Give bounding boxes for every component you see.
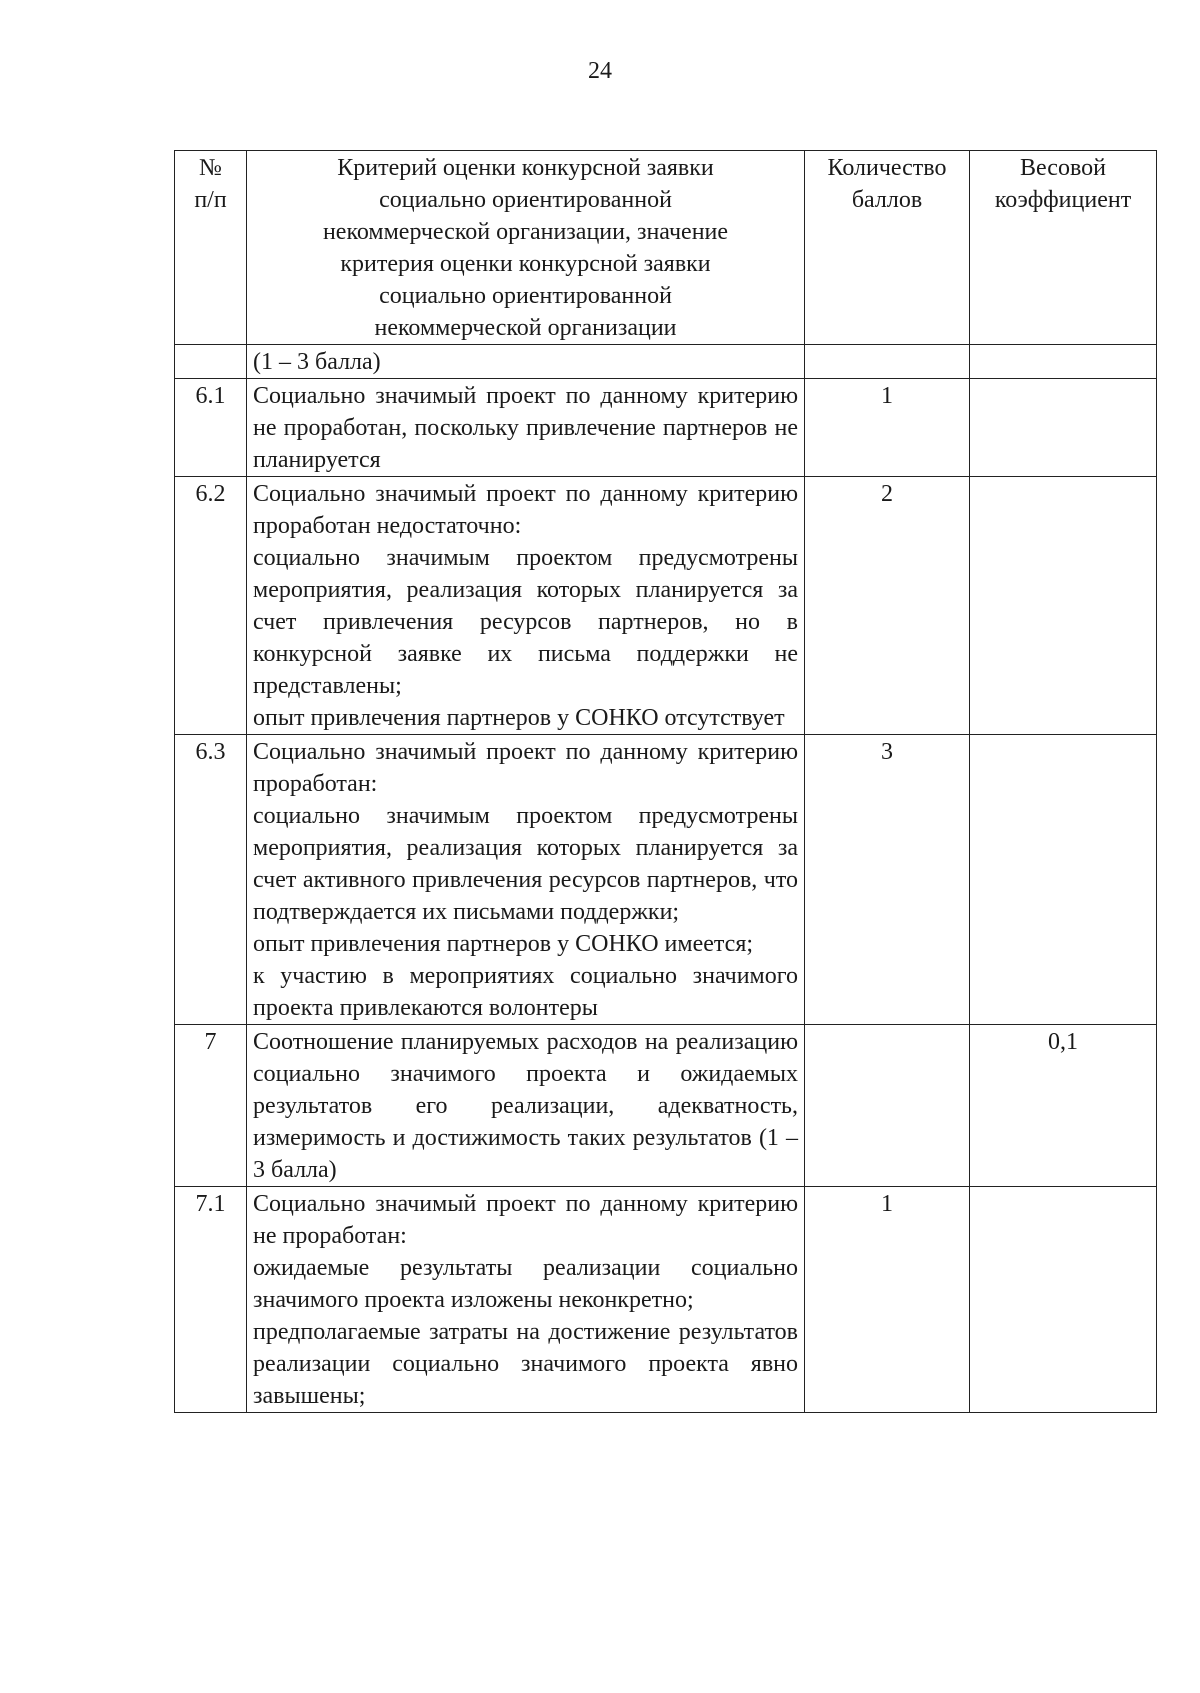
header-weight-line: коэффициент — [994, 187, 1132, 213]
header-criterion-line: Критерий оценки конкурсной заявки — [337, 155, 714, 181]
header-criterion-line: социально ориентированной — [379, 283, 672, 309]
criterion-paragraph: предполагаемые затраты на достижение результатов реализации социально значимого проекта явно завышены; — [253, 1319, 798, 1409]
criterion-paragraph: Социально значимый проект по данному критерию не проработан: — [253, 1191, 798, 1249]
row-weight-cell — [970, 477, 1157, 735]
row-weight-cell — [970, 379, 1157, 477]
continuation-criterion-cell — [247, 345, 805, 379]
row-criterion-cell — [247, 735, 805, 1025]
row-criterion-cell — [247, 379, 805, 477]
criterion-paragraph: к участию в мероприятиях социально значимого проекта привлекаются волонтеры — [253, 963, 798, 1021]
row-score-cell — [805, 1025, 970, 1187]
criterion-paragraph: социально значимым проектом предусмотрены мероприятия, реализация которых планируется за счет активного привлечения ресурсов партнеров, что подтверждается их письмами поддержки; — [253, 803, 798, 925]
row-score-cell: 3 — [805, 735, 970, 1025]
row-score-cell: 1 — [805, 379, 970, 477]
row-weight-cell: 0,1 — [970, 1025, 1157, 1187]
header-score-cell — [805, 151, 970, 345]
header-criterion-line: некоммерческой организации — [374, 315, 677, 341]
continuation-score-cell — [805, 345, 970, 379]
criterion-paragraph: Социально значимый проект по данному критерию не проработан, поскольку привлечение партнеров не планируется — [253, 383, 798, 473]
row-weight-cell — [970, 735, 1157, 1025]
continuation-text: (1 – 3 балла) — [253, 349, 381, 375]
row-number-cell: 6.2 — [175, 477, 247, 735]
continuation-num-cell — [175, 345, 247, 379]
header-criterion-line: социально ориентированной — [379, 187, 672, 213]
row-weight-cell — [970, 1187, 1157, 1413]
row-score-cell: 1 — [805, 1187, 970, 1413]
table-row — [175, 379, 1157, 477]
criterion-paragraph: Соотношение планируемых расходов на реализацию социально значимого проекта и ожидаемых результатов его реализации, адекватность, измеримость и достижимость таких результатов (1 – 3 балла) — [253, 1029, 798, 1183]
criteria-table — [174, 150, 1157, 1413]
row-criterion-cell — [247, 1025, 805, 1187]
criterion-paragraph: ожидаемые результаты реализации социально значимого проекта изложены неконкретно; — [253, 1255, 798, 1313]
header-num-line: № — [199, 155, 222, 181]
row-criterion-cell — [247, 477, 805, 735]
table-row — [175, 1025, 1157, 1187]
table-row — [175, 1187, 1157, 1413]
criterion-paragraph: опыт привлечения партнеров у СОНКО имеется; — [253, 931, 754, 957]
header-criterion-line: критерия оценки конкурсной заявки — [340, 251, 711, 277]
header-score-line: баллов — [851, 187, 923, 213]
criterion-paragraph: социально значимым проектом предусмотрены мероприятия, реализация которых планируется за счет привлечения ресурсов партнеров, но в конкурсной заявке их письма поддержки не представлены; — [253, 545, 798, 699]
page-number: 24 — [588, 58, 612, 84]
header-num-cell — [175, 151, 247, 345]
criterion-paragraph: Социально значимый проект по данному критерию проработан недостаточно: — [253, 481, 798, 539]
header-score-line: Количество — [827, 155, 947, 181]
table-row — [175, 735, 1157, 1025]
table-header-row — [175, 151, 1157, 345]
row-criterion-cell — [247, 1187, 805, 1413]
table-row — [175, 477, 1157, 735]
header-criterion-line: некоммерческой организации, значение — [322, 219, 729, 245]
row-number-cell: 6.1 — [175, 379, 247, 477]
row-number-cell: 6.3 — [175, 735, 247, 1025]
row-number-cell: 7 — [175, 1025, 247, 1187]
header-weight-line: Весовой — [1020, 155, 1106, 181]
criteria-rows — [175, 379, 1157, 1413]
criterion-paragraph: Социально значимый проект по данному критерию проработан: — [253, 739, 798, 797]
header-num-line: п/п — [194, 187, 227, 213]
row-score-cell: 2 — [805, 477, 970, 735]
row-number-cell: 7.1 — [175, 1187, 247, 1413]
criterion-paragraph: опыт привлечения партнеров у СОНКО отсутствует — [253, 705, 785, 731]
header-criterion-cell — [247, 151, 805, 345]
continuation-weight-cell — [970, 345, 1157, 379]
continuation-row — [175, 345, 1157, 379]
header-weight-cell — [970, 151, 1157, 345]
